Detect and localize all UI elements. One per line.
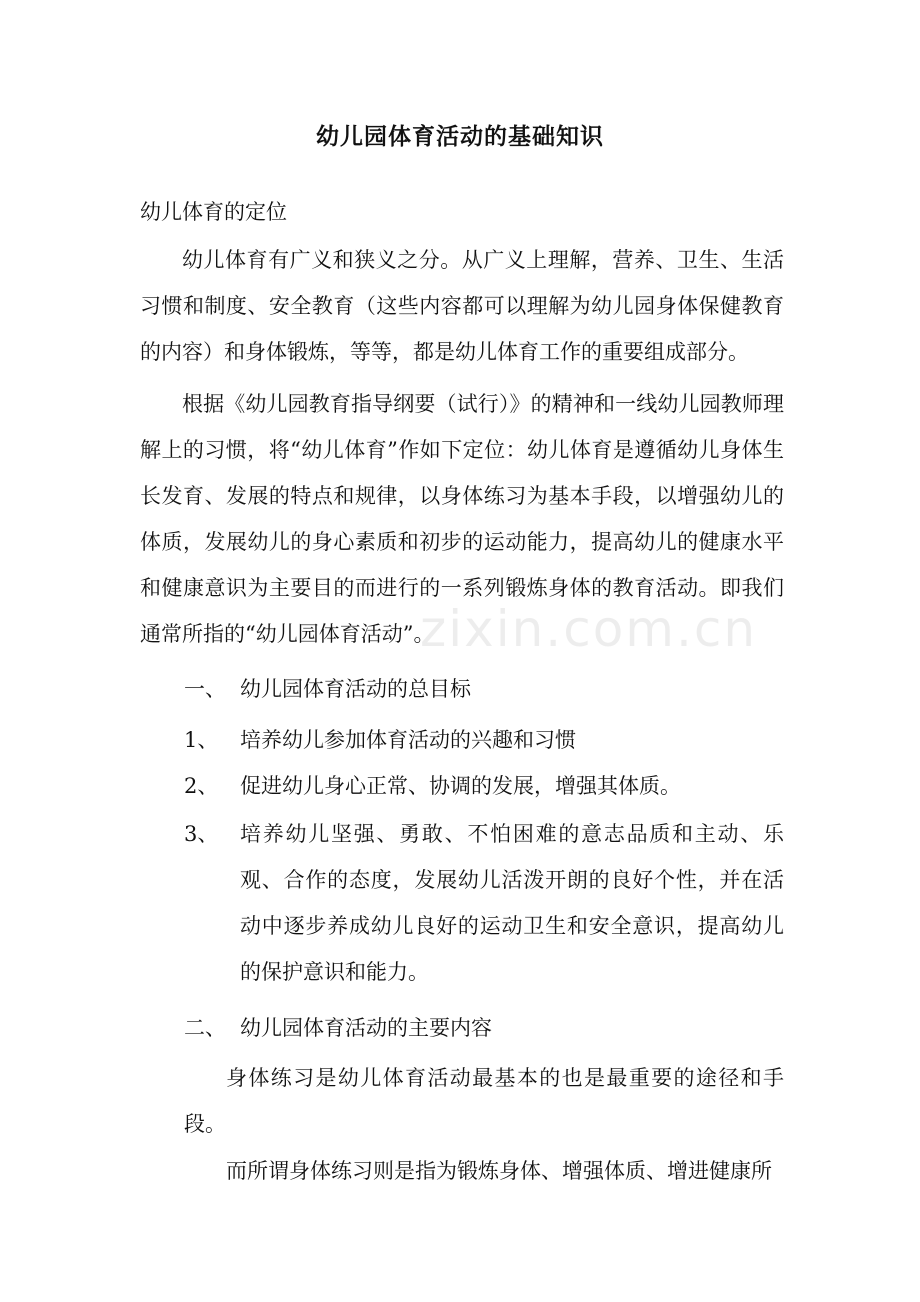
section2-title: 幼儿园体育活动的主要内容 (240, 1016, 492, 1040)
goal-number: 3、 (184, 822, 219, 846)
paragraph-content: 身体练习是幼儿体育活动最基本的也是最重要的途径和手段。 (184, 1066, 784, 1136)
section1-number: 一、 (184, 677, 226, 701)
goal-text: 促进幼儿身心正常、协调的发展，增强其体质。 (240, 774, 681, 798)
goal-text: 培养幼儿参加体育活动的兴趣和习惯 (240, 728, 576, 752)
paragraph-exercise: 而所谓身体练习则是指为锻炼身体、增强体质、增进健康所 (226, 1159, 772, 1183)
paragraph-positioning: 根据《幼儿园教育指导纲要（试行）》的精神和一线幼儿园教师理解上的习惯，将“幼儿体育”作如下定位：幼儿体育是遵循幼儿身体生长发育、发展的特点和规律，以身体练习为基本手段，以增强幼儿的体质，发展幼儿的身心素质和初步的运动能力，提高幼儿的健康水平和健康意识为主要目的而进行的一系列锻炼身体的教育活动。即我们通常所指的“幼儿园体育活动”。 (140, 392, 784, 646)
section1-title: 幼儿园体育活动的总目标 (240, 677, 471, 701)
goal-number: 2、 (184, 774, 219, 798)
goal-text: 培养幼儿坚强、勇敢、不怕困难的意志品质和主动、乐观、合作的态度，发展幼儿活泼开朗的良好个性，并在活动中逐步养成幼儿良好的运动卫生和安全意识，提高幼儿的保护意识和能力。 (240, 822, 784, 984)
watermark: zixin.com.cn (420, 600, 758, 658)
section-heading: 幼儿体育的定位 (140, 200, 287, 224)
section2-number: 二、 (184, 1016, 226, 1040)
paragraph-definition: 幼儿体育有广义和狭义之分。从广义上理解，营养、卫生、生活习惯和制度、安全教育（这些内容都可以理解为幼儿园身体保健教育的内容）和身体锻炼，等等，都是幼儿体育工作的重要组成部分。 (140, 248, 784, 364)
goal-number: 1、 (184, 728, 219, 752)
document-title: 幼儿园体育活动的基础知识 (316, 123, 604, 150)
